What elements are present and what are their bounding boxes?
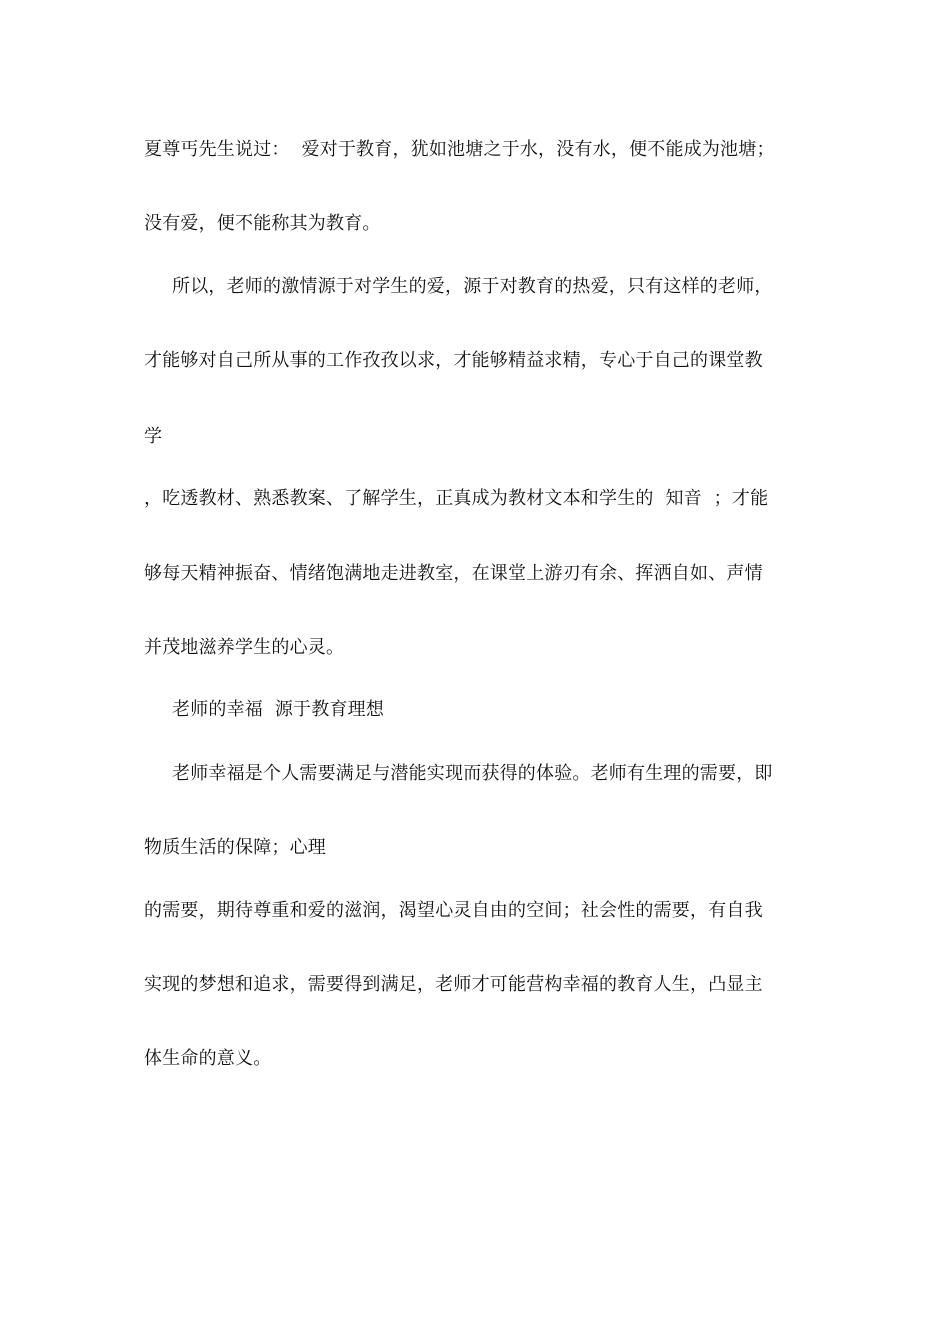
paragraph-line: 才能够对自己所从事的工作孜孜以求，才能够精益求精，专心于自己的课堂教 (144, 350, 763, 371)
paragraph-line: ，吃透教材、熟悉教案、了解学生，正真成为教材文本和学生的 知音 ；才能 (144, 488, 769, 509)
paragraph-line: 夏尊丐先生说过： 爱对于教育，犹如池塘之于水，没有水，便不能成为池塘； (144, 139, 775, 160)
paragraph-line: 物质生活的保障；心理 (144, 837, 326, 858)
paragraph-line: 够每天精神振奋、情绪饱满地走进教室，在课堂上游刃有余、挥洒自如、声情 (144, 563, 763, 584)
paragraph-line: 老师幸福是个人需要满足与潜能实现而获得的体验。老师有生理的需要，即 (172, 763, 773, 784)
paragraph-line: 的需要，期待尊重和爱的滋润，渴望心灵自由的空间；社会性的需要，有自我 (144, 900, 763, 921)
paragraph-line: 所以，老师的激情源于对学生的爱，源于对教育的热爱，只有这样的老师， (172, 276, 773, 297)
section-heading: 老师的幸福 源于教育理想 (172, 699, 385, 720)
paragraph-line: 实现的梦想和追求，需要得到满足，老师才可能营构幸福的教育人生，凸显主 (144, 974, 763, 995)
paragraph-line: 并茂地滋养学生的心灵。 (144, 637, 345, 658)
paragraph-line: 学 (144, 426, 163, 447)
paragraph-line: 没有爱，便不能称其为教育。 (144, 213, 381, 234)
paragraph-line: 体生命的意义。 (144, 1048, 272, 1069)
